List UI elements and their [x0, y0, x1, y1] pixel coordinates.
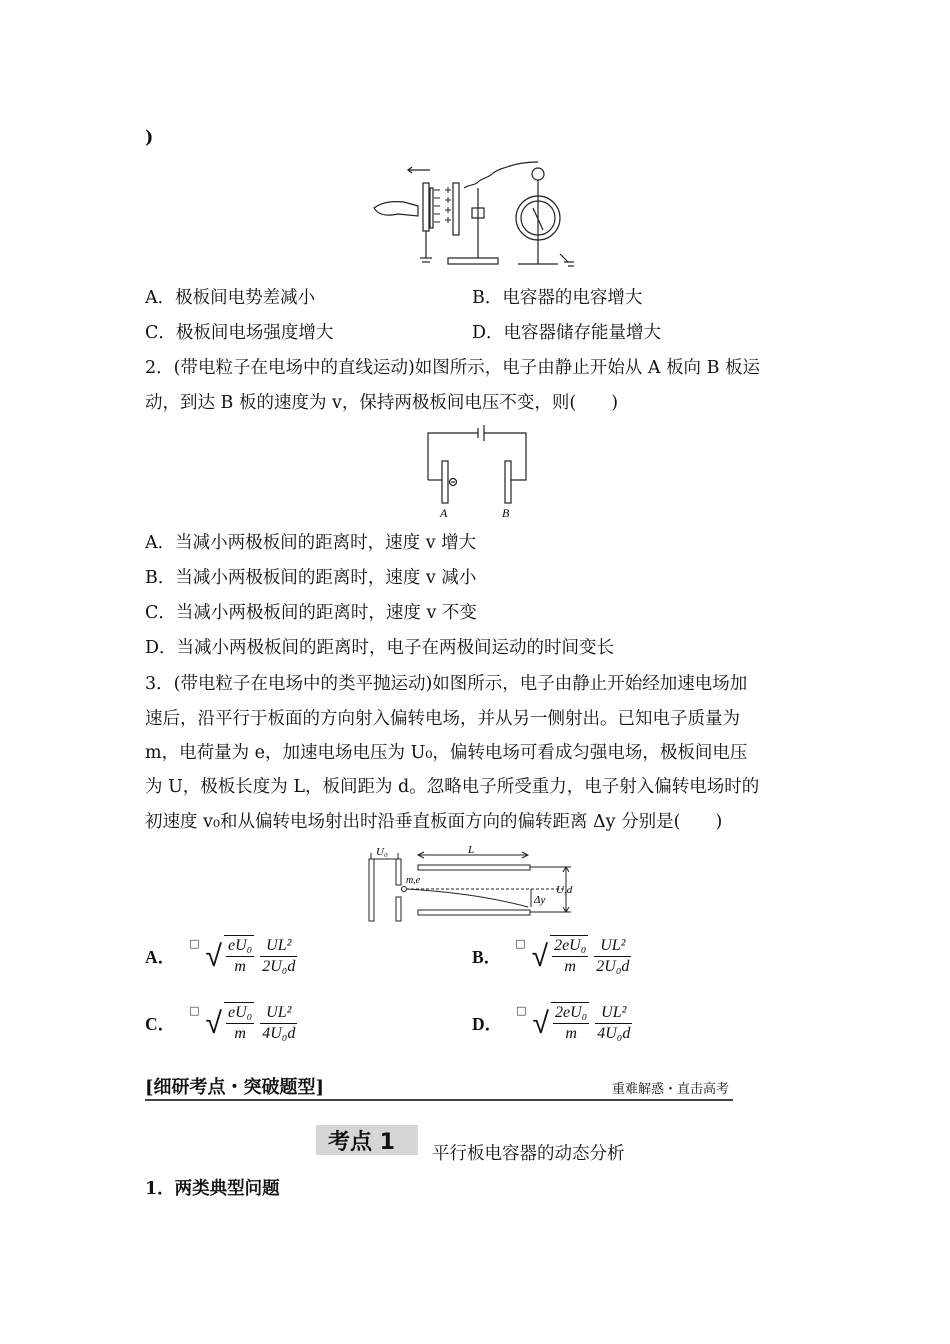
radicand: $\frac{\text{2eU₀}}{m}$	[551, 1002, 589, 1044]
q1-option-c: C．极板间电场强度增大	[145, 323, 334, 343]
radicand: $\frac{\text{eU₀}}{m}$	[224, 1002, 254, 1044]
q2-option-b: B．当减小两极板间的距离时，速度 v 减小	[145, 568, 477, 588]
section-subtitle: 重难解惑・直击高考	[611, 1082, 729, 1097]
q2-stem-line2: 动，到达 B 板的速度为 v，保持两极板间电压不变，则( )	[145, 393, 619, 413]
sqrt-icon: √	[205, 1005, 223, 1041]
q3-option-c	[145, 1002, 297, 1044]
q3-option-a	[145, 935, 297, 977]
q2-option-c: C．当减小两极板间的距离时，速度 v 不变	[145, 603, 477, 623]
dy-label: Δy	[534, 894, 546, 906]
placeholder-box-icon: □	[516, 1004, 527, 1017]
sqrt-icon: √	[205, 938, 223, 974]
q3-stem-line1: 3．(带电粒子在电场中的类平抛运动)如图所示，电子由静止开始经加速电场加	[145, 674, 748, 694]
option-label: A．	[145, 946, 176, 967]
plates-ab-figure	[420, 425, 530, 520]
q3-stem-line4: 为 U，极板长度为 L，板间距为 d。忽略电子所受重力，电子射入偏转电场时的	[145, 777, 760, 797]
option-label: B．	[472, 946, 502, 967]
q3-option-d	[472, 1002, 632, 1044]
sqrt-icon: √	[532, 1005, 550, 1041]
q2-option-d: D．当减小两极板间的距离时，电子在两极间运动的时间变长	[145, 638, 615, 658]
capacitor-electroscope-figure	[368, 158, 580, 273]
q1-option-d: D．电容器储存能量增大	[472, 323, 662, 343]
q2-stem-line1: 2．(带电粒子在电场中的直线运动)如图所示，电子由静止开始从 A 板向 B 板运	[145, 358, 761, 378]
deflection-fraction: $\frac{\text{UL²}}{\text{4U₀d}}$	[597, 1003, 631, 1042]
plate-b-label: B	[502, 506, 510, 520]
subheading-1: 1．两类典型问题	[145, 1179, 280, 1199]
radicand: $\frac{\text{eU₀}}{m}$	[224, 935, 254, 977]
sqrt-icon: √	[531, 938, 549, 974]
kaodian-title: 平行板电容器的动态分析	[432, 1144, 625, 1164]
deflection-fraction: $\frac{\text{UL²}}{\text{2U₀d}}$	[596, 936, 630, 975]
section-title: [细研考点・突破题型]	[145, 1077, 325, 1098]
radicand: $\frac{\text{2eU₀}}{m}$	[550, 935, 588, 977]
q1-option-b: B．电容器的电容增大	[472, 288, 643, 308]
deflection-field-figure	[366, 845, 586, 923]
q1-option-a: A．极板间电势差减小	[145, 288, 316, 308]
q3-stem-line2: 速后，沿平行于板面的方向射入偏转电场，并从另一侧射出。已知电子质量为	[145, 709, 740, 729]
ud-label: U,d	[556, 884, 573, 896]
u0-label: U₀	[376, 846, 388, 858]
placeholder-box-icon: □	[189, 1004, 200, 1017]
continued-paren: )	[145, 128, 154, 148]
kaodian-badge: 考点 1	[316, 1125, 418, 1155]
placeholder-box-icon: □	[515, 937, 526, 950]
q3-stem-line3: m，电荷量为 e，加速电场电压为 U₀，偏转电场可看成匀强电场，极板间电压	[145, 743, 748, 763]
option-label: C．	[145, 1013, 176, 1034]
option-label: D．	[472, 1013, 503, 1034]
section-banner	[145, 1073, 733, 1101]
q3-stem-line5: 初速度 v₀和从偏转电场射出时沿垂直板面方向的偏转距离 Δy 分别是( )	[145, 812, 723, 832]
placeholder-box-icon: □	[189, 937, 200, 950]
deflection-fraction: $\frac{\text{UL²}}{\text{4U₀d}}$	[262, 1003, 296, 1042]
q3-option-b	[472, 935, 631, 977]
l-label: L	[468, 845, 475, 856]
me-label: m,e	[406, 875, 421, 886]
deflection-fraction: $\frac{\text{UL²}}{\text{2U₀d}}$	[262, 936, 296, 975]
plate-a-label: A	[440, 506, 448, 520]
q2-option-a: A．当减小两极板间的距离时，速度 v 增大	[145, 533, 477, 553]
